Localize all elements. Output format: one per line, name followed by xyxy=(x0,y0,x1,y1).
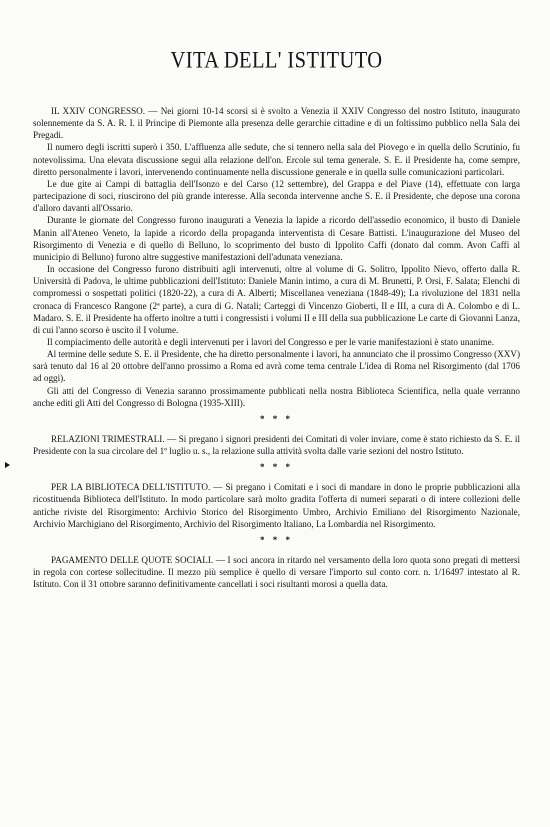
separator-stars-1: * * * xyxy=(260,413,293,424)
margin-marker-icon xyxy=(5,462,10,468)
congress-paragraph-3: Le due gite ai Campi di battaglia dell'Isonzo e del Carso (12 settembre), del Grappa e del Piave (14), effettuate con larga partecipazione di soci, riuscirono del più grande interesse. Alla seconda intervenne anche S. E. il Presidente, che depose una corona d'alloro davanti all'Ossario. xyxy=(33,178,520,214)
reports-paragraph: RELAZIONI TRIMESTRALI. — Si pregano i signori presidenti dei Comitati di voler inviare, come è stato richiesto da S. E. il Presidente con la sua circolare del 1º luglio u. s., la relazione sulla attività svolta dalle varie sezioni del nostro Istituto. xyxy=(33,433,520,457)
page-title: VITA DELL' ISTITUTO xyxy=(170,48,383,74)
congress-paragraph-8: Gli atti del Congresso di Venezia saranno prossimamente pubblicati nella nostra Biblioteca Scientifica, nella quale verranno anche editi gli Atti del Congresso di Bologna (1935-XIII). xyxy=(33,385,520,408)
congress-paragraph-7: Al termine delle sedute S. E. il Presidente, che ha diretto personalmente i lavori, ha annunciato che il prossimo Congresso (XXV) sarà tenuto dal 16 al 20 ottobre dell'anno prossimo a Roma ed avrà come tema centrale L'idea di Roma nel Risorgimento (dal 1706 ad oggi). xyxy=(33,349,520,384)
congress-paragraph-1: IL XXIV CONGRESSO. — Nei giorni 10-14 scorsi si è svolto a Venezia il XXIV Congresso del nostro Istituto, inaugurato solennemente da S. A. R. I. il Principe di Piemonte alla presenza delle gerarchie cittadine e di un foltissimo pubblico nella Sala dei Pregadi. xyxy=(33,106,520,141)
section-congress xyxy=(33,105,520,409)
congress-paragraph-6: Il compiacimento delle autorità e degli intervenuti per i lavori del Congresso e per le varie manifestazioni è stato unanime. xyxy=(47,336,494,347)
congress-paragraph-4: Durante le giornate del Congresso furono inaugurati a Venezia la lapide a ricordo dell'assedio economico, il busto di Daniele Manin all'Ateneo Veneto, la lapide a ricordo della propaganda interventista di Cesare Battisti. L'inaugurazione del Museo del Risorgimento di Venezia e di quello di Belluno, lo scoprimento del busto di Ippolito Caffi (donato dal comm. Avon Caffi al municipio di Belluno) furono altre suggestive manifestazioni dell'adunata veneziana. xyxy=(33,215,520,262)
section-dues xyxy=(33,554,520,590)
library-paragraph: PER LA BIBLIOTECA DELL'ISTITUTO. — Si pregano i Comitati e i soci di mandare in dono le proprie pubblicazioni alla ricostituenda Biblioteca dell'Istituto. In modo particolare sarà molto gradita l'offerta di numeri separati o di intere collezioni delle antiche riviste del Risorgimento: Archivio Storico del Risorgimento Umbro, Archivio Emiliano del Risorgimento Nazionale, Archivio Marchigiano del Risorgimento, Archivio del Risorgimento Italiano, La Lombardia nel Risorgimento. xyxy=(33,482,520,529)
dues-paragraph: PAGAMENTO DELLE QUOTE SOCIALI. — I soci ancora in ritardo nel versamento della loro quota sono pregati di mettersi in regola con cortese sollecitudine. Il mezzo più semplice è quello di versare l'importo sul conto corr. n. 1/16497 intestato al R. Istituto. Con il 31 ottobre saranno definitivamente cancellati i soci risultanti morosi a quella data. xyxy=(33,554,520,590)
congress-paragraph-2: Il numero degli iscritti superò i 350. L'affluenza alle sedute, che si tennero nella sala del Piovego e in quella dello Scrutinio, fu notevolissima. Una elevata discussione seguì alla relazione dell'on. Ercole sul tema generale. S. E. il Presidente ha, come sempre, diretto personalmente i lavori, intervenendo continuamente nella discussione generale e in quella sulle comunicazioni particolari. xyxy=(33,142,520,177)
section-library xyxy=(33,481,520,530)
separator-stars-3: * * * xyxy=(260,534,293,545)
section-reports xyxy=(33,433,520,457)
separator-stars-2: * * * xyxy=(260,462,293,473)
congress-paragraph-5: In occasione del Congresso furono distribuiti agli intervenuti, oltre al volume di G. Solitro, Ippolito Nievo, offerto dalla R. Università di Padova, le ultime pubblicazioni dell'Istituto: Daniele Manin intimo, a cura di M. Brunetti, P. Orsi, F. Salata; Elenchi di compromessi o sospettati politici (1820-22), a cura di A. Alberti; Miscellanea veneziana (1848-49); La rivoluzione del 1831 nella cronaca di Francesco Rangone (2ª parte), a cura di G. Natali; Carteggi di Vincenzo Gioberti, II e III, a cura di A. Colombo e di L. Madaro. S. E. il Presidente ha offerto inoltre a tutti i congressisti i volumi II e III della sua pubblicazione Le carte di Giovanni Lanza, di cui l'anno scorso è uscito il I volume. xyxy=(33,264,520,335)
